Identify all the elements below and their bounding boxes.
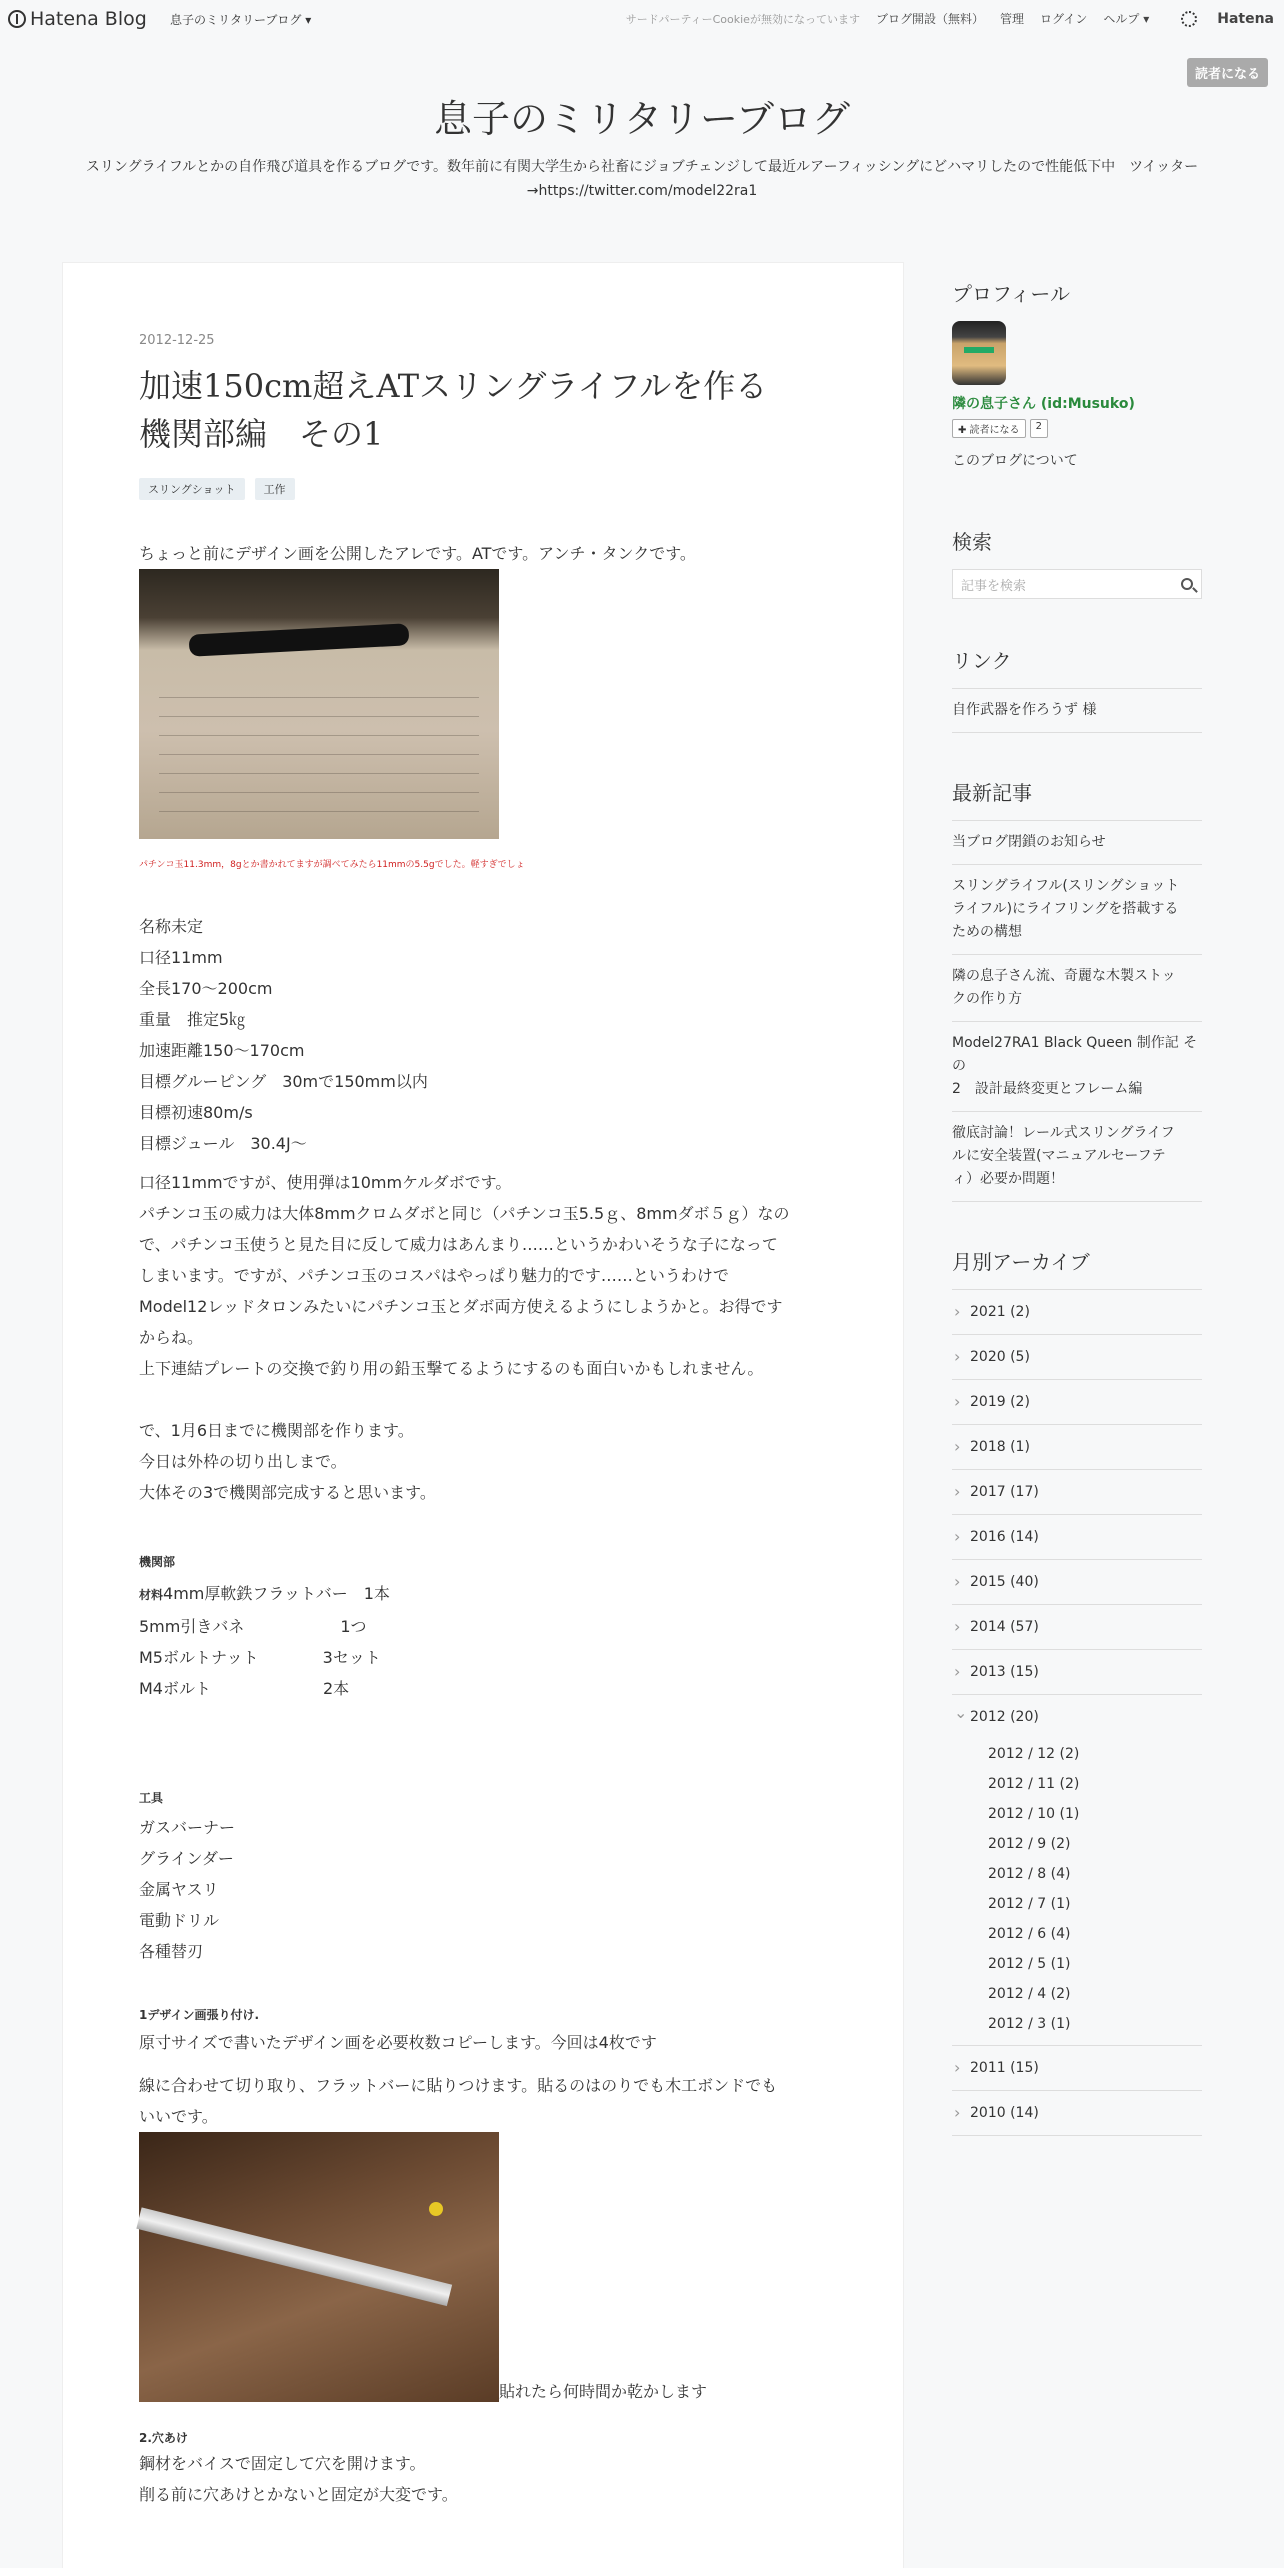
brand-label: Hatena Blog [30,8,147,30]
archive-year[interactable]: › 2019 (2) [952,1380,1202,1425]
archive-month[interactable]: 2012 / 9 (2) [988,1836,1071,1852]
material-item: 4mm厚軟鉄フラットバー 1本 [163,1584,390,1603]
about-link[interactable]: このブログについて [952,453,1078,469]
text-line: からね。 [139,1328,204,1347]
spec-line: 口径11mm [139,948,223,967]
tool-item: 金属ヤスリ [139,1880,219,1899]
recent-title: ルに安全装置(マニュアルセーフテ [952,1148,1166,1164]
text-line: で、パチンコ玉使うと見た目に反して威力はあんまり……というかわいそうな子になって [139,1235,778,1254]
hatena-icon [1181,11,1197,27]
material-item: M5ボルトナット 3セット [139,1648,381,1667]
archive-year[interactable]: › 2021 (2) [952,1290,1202,1335]
spec-list [139,911,829,1159]
tool-item: 各種替刃 [139,1942,204,1961]
archive-year[interactable]: › 2018 (1) [952,1425,1202,1470]
search-placeholder: 記事を検索 [961,578,1027,594]
step-heading: 1デザイン画張り付け. [139,2008,260,2022]
blog-title[interactable]: 息子のミリタリーブログ [433,97,851,141]
reader-count[interactable]: 2 [1030,419,1048,438]
materials-list [139,1578,829,1704]
tool-item: グラインダー [139,1849,234,1868]
blog-description: スリングライフルとかの自作飛び道具を作るブログです。数年前に有関大学生から社畜にジョブチェンジして最近ルアーフィッシングにどハマリしたので性能低下中 ツイッター→https://twitter.com/model22ra1 [85,159,1199,199]
recent-title: 2 設計最終変更とフレーム編 [952,1081,1143,1097]
text-line: 大体その3で機関部完成すると思います。 [139,1483,436,1502]
article-date[interactable]: 2012-12-25 [139,333,215,348]
text-line: 線に合わせて切り取り、フラットバーに貼りつけます。貼るのはのりでも木工ボンドでも [139,2076,778,2095]
article-title[interactable]: 加速150cm超えATスリングライフルを作る 機関部編 その1 [139,367,800,453]
archive-list [952,1289,1202,2136]
spec-line: 目標ジュール 30.4J〜 [139,1134,307,1153]
archive-year[interactable]: › 2016 (14) [952,1515,1202,1560]
login-link[interactable]: ログイン [1039,12,1088,26]
archive-year[interactable]: › 2013 (15) [952,1650,1202,1695]
follow-button[interactable]: ✚ 読者になる [952,419,1026,438]
archive-month[interactable]: 2012 / 12 (2) [988,1746,1080,1762]
sidebar [952,278,1202,2136]
archive-year[interactable]: › 2011 (15) [952,2046,1202,2091]
recent-item[interactable] [952,865,1202,955]
recent-item[interactable] [952,1022,1202,1112]
recent-title: スリングライフル(スリングショット [952,878,1180,894]
recent-item[interactable] [952,955,1202,1022]
paragraph [139,1415,829,1508]
spec-line: 名称未定 [139,917,204,936]
search-icon[interactable] [1181,578,1193,590]
top-nav [610,10,1274,27]
open-blog-link[interactable]: ブログ開設（無料） [875,12,984,26]
section-heading: 機関部 [139,1555,176,1569]
archive-year-open [952,1695,1202,2046]
flatbar-photo[interactable] [139,2132,499,2402]
photo-row [139,2132,829,2402]
profile-name[interactable]: 隣の息子さん (id:Musuko) [952,396,1135,412]
spec-line: 全長170〜200cm [139,979,273,998]
intro-text: ちょっと前にデザイン画を公開したアレです。ATです。アンチ・タンクです。 [139,544,696,563]
text-line: 上下連結プレートの交換で釣り用の鉛玉撃てるようにするのも面白いかもしれません。 [139,1359,764,1378]
tools-list [139,1812,829,1967]
article [139,333,829,2510]
material-item: 5mm引きバネ 1つ [139,1617,367,1636]
article-body [139,538,829,2510]
global-header [0,0,1284,36]
recent-title: ための構想 [952,924,1022,940]
recent-title: Model27RA1 Black Queen 制作記 その [952,1035,1198,1074]
recent-list [952,820,1202,1202]
archive-year[interactable]: › 2020 (5) [952,1335,1202,1380]
text-line: 口径11mmですが、使用弾は10mmケルダボです。 [139,1173,512,1192]
archive-month[interactable]: 2012 / 4 (2) [988,1986,1071,2002]
archive-month[interactable]: 2012 / 11 (2) [988,1776,1080,1792]
search-heading: 検索 [952,530,992,554]
material-item: M4ボルト 2本 [139,1679,350,1698]
profile-heading: プロフィール [952,282,1070,306]
archive-year[interactable]: › 2014 (57) [952,1605,1202,1650]
spec-line: 重量 推定5㎏ [139,1010,246,1029]
recent-title: 当ブログ閉鎖のお知らせ [952,834,1106,850]
archive-month[interactable]: 2012 / 7 (1) [988,1896,1071,1912]
tool-item: ガスバーナー [139,1818,236,1837]
photo-caption: パチンコ玉11.3mm，8gとか書かれてますが調べてみたら11mmの5.5gでした。軽すぎでしょ [139,860,525,870]
archive-months [952,1739,1202,2045]
hatena-link[interactable] [1165,11,1274,27]
link-list [952,688,1202,733]
archive-month[interactable]: 2012 / 10 (1) [988,1806,1080,1822]
design-sketch-photo[interactable] [139,569,499,839]
category-tag[interactable]: 工作 [255,478,295,500]
cookie-notice[interactable]: サードパーティーCookieが無効になっています [625,12,860,26]
paragraph [139,2448,829,2510]
text-line: 今日は外枠の切り出しまで。 [139,1452,347,1471]
tool-item: 電動ドリル [139,1911,220,1930]
recent-item[interactable] [952,821,1202,865]
archive-month[interactable]: 2012 / 3 (1) [988,2016,1071,2032]
text-line: で、1月6日までに機関部を作ります。 [139,1421,414,1440]
spec-line: 加速距離150〜170cm [139,1041,305,1060]
archive-year[interactable]: › 2015 (40) [952,1560,1202,1605]
paragraph [139,1167,829,1384]
section-heading: 工具 [139,1791,164,1805]
text-line: 削る前に穴あけとかないと固定が大変です。 [139,2485,458,2504]
paragraph [139,2070,829,2132]
text-line: しまいます。ですが、パチンコ玉のコスパはやっぱり魅力的です……というわけで [139,1266,729,1285]
recent-heading: 最新記事 [952,781,1032,805]
recent-title: 隣の息子さん流、奇麗な木製ストッ [952,968,1176,984]
spec-line: 目標初速80m/s [139,1103,253,1122]
text-line: パチンコ玉の威力は大体8mmクロムダボと同じ（パチンコ玉5.5ｇ、8mmダボ５ｇ）なの [139,1204,790,1223]
archive-year[interactable]: › 2010 (14) [952,2091,1202,2136]
archive-month[interactable]: 2012 / 6 (4) [988,1926,1071,1942]
step-heading: 2.穴あけ [139,2431,188,2445]
archive-year[interactable]: ⌄ 2012 (20) [952,1695,1202,1739]
search-input[interactable] [952,569,1202,599]
archive-month[interactable]: 2012 / 5 (1) [988,1956,1071,1972]
materials-label: 材料 [139,1588,164,1602]
main-content [62,262,904,2568]
text-line: 鋼材をバイスで固定して穴を開けます。 [139,2454,426,2473]
help-menu[interactable]: ヘルプ ▾ [1103,12,1150,26]
material-line [139,1578,829,1611]
recent-title: クの作り方 [952,991,1022,1007]
step-text: 原寸サイズで書いたデザイン画を必要枚数コピーします。今回は4枚です [139,2033,657,2052]
recent-title: ィ）必要か問題！ [952,1171,1064,1187]
reader-row [952,419,1202,438]
text-line: いいです。 [139,2107,218,2126]
avatar[interactable] [952,321,1006,385]
spec-line: 目標グルーピング 30mで150mm以内 [139,1072,428,1091]
hatena-label: Hatena [1217,10,1274,27]
recent-title: 徹底討論！レール式スリングライフ [952,1125,1175,1141]
admin-link[interactable]: 管理 [999,12,1024,26]
archive-month[interactable]: 2012 / 8 (4) [988,1866,1071,1882]
link-heading: リンク [952,649,1012,673]
text-line: Model12レッドタロンみたいにパチンコ玉とダボ両方使えるようにしようかと。お得です [139,1297,783,1316]
category-tag[interactable]: スリングショット [139,478,245,500]
link-item[interactable]: 自作武器を作ろうず 様 [952,689,1202,733]
blog-menu-dropdown[interactable]: 息子のミリタリーブログ ▾ [170,13,312,27]
category-list [139,478,829,500]
recent-title: ライフル)にライフリングを搭載する [952,901,1179,917]
archive-year[interactable]: › 2017 (17) [952,1470,1202,1515]
recent-item[interactable] [952,1112,1202,1202]
after-photo-text: 貼れたら何時間か乾かします [499,2382,708,2401]
hatena-blog-logo-icon [8,10,26,28]
subscribe-button[interactable]: 読者になる [1187,58,1268,87]
archive-heading: 月別アーカイブ [952,1250,1090,1274]
hatena-blog-logo[interactable] [8,8,147,30]
